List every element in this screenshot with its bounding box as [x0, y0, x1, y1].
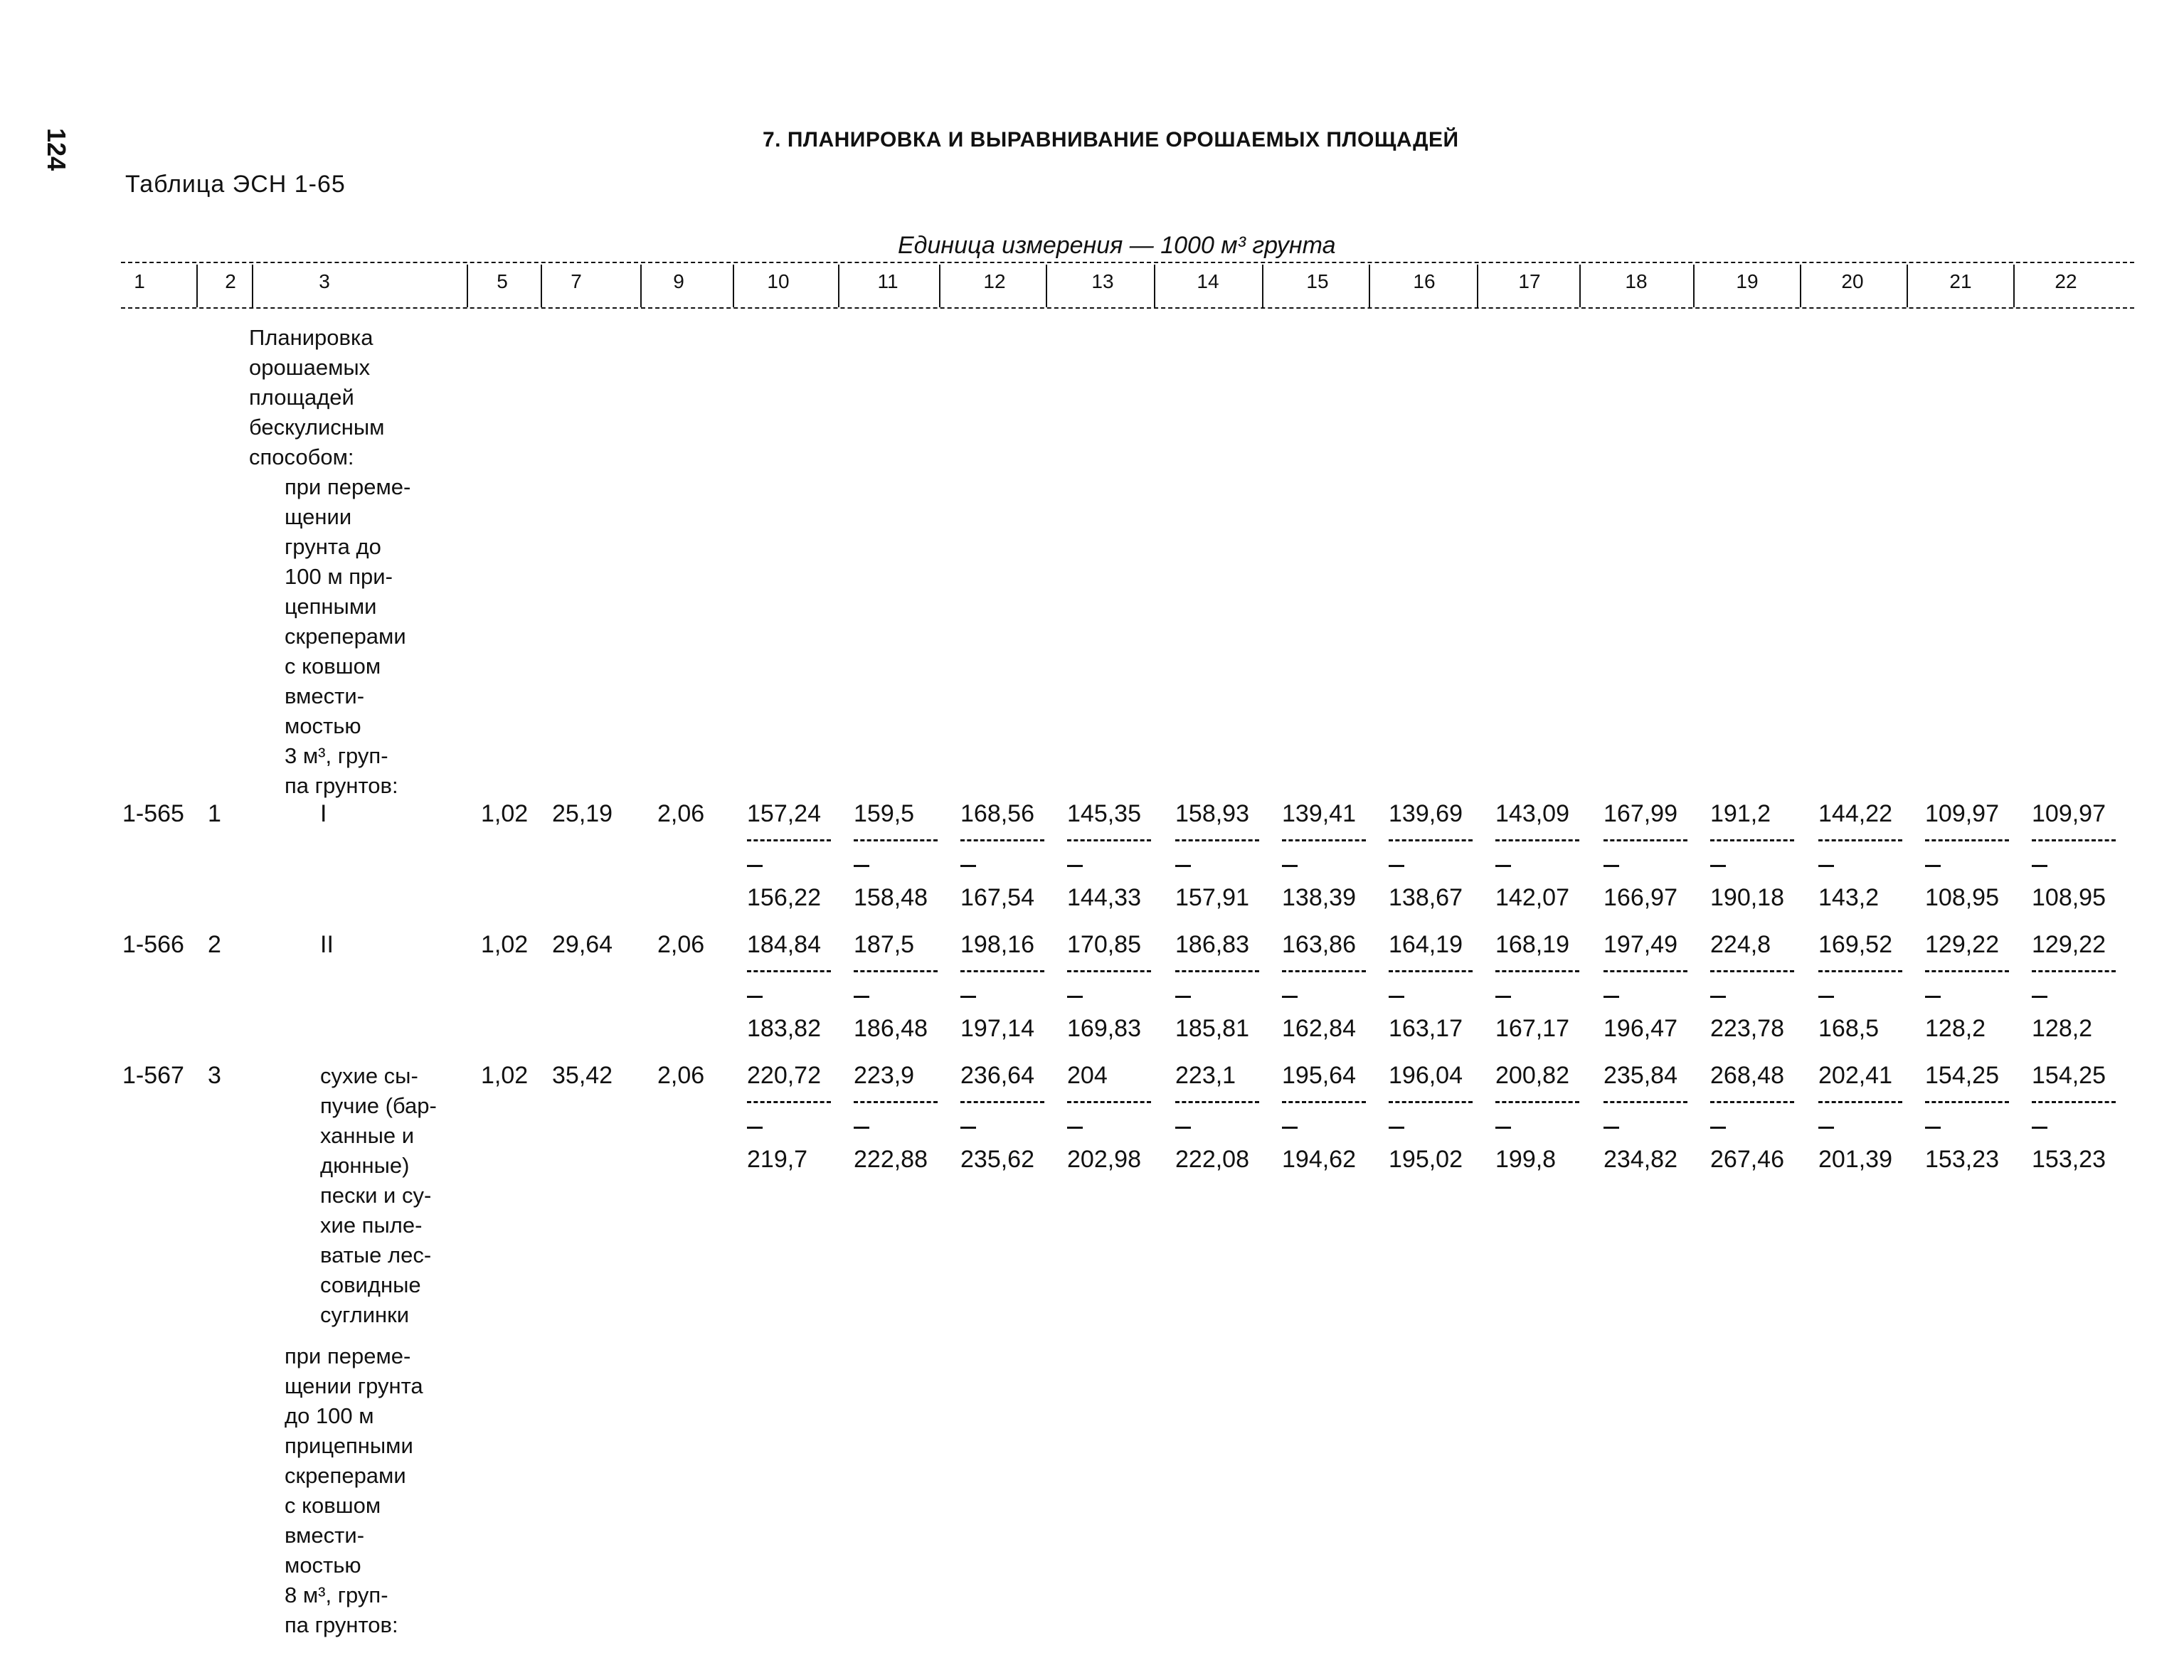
fraction-dash: [854, 865, 869, 867]
value-numerator: 184,84: [747, 931, 821, 958]
value-numerator: 170,85: [1067, 931, 1141, 958]
intro-description: Планировка орошаемых площадей бескулисным способом:: [249, 325, 385, 469]
norm-code: 1-567: [122, 1062, 184, 1089]
column-header-18: 18: [1625, 270, 1648, 292]
column-separator: [1579, 265, 1581, 307]
fraction-dash: [960, 996, 976, 998]
value-denominator: 194,62: [1282, 1146, 1356, 1173]
value-numerator: 236,64: [960, 1062, 1034, 1089]
value-col-7: 35,42: [552, 1062, 613, 1089]
value-numerator: 223,9: [854, 1062, 915, 1089]
column-separator: [838, 265, 839, 307]
fraction-dash: [747, 1127, 763, 1129]
value-denominator: 169,83: [1067, 1015, 1141, 1042]
column-header-9: 9: [673, 270, 684, 292]
value-denominator: 222,88: [854, 1146, 928, 1173]
value-denominator: 235,62: [960, 1146, 1034, 1173]
fraction-line: [1389, 1101, 1473, 1103]
value-numerator: 186,83: [1175, 931, 1249, 958]
fraction-line: [1710, 839, 1794, 841]
fraction-dash: [1818, 1127, 1834, 1129]
value-numerator: 154,25: [1925, 1062, 1999, 1089]
row-number: 3: [208, 1062, 221, 1089]
value-denominator: 108,95: [2032, 884, 2106, 911]
fraction-line: [960, 1101, 1044, 1103]
column-separator: [1800, 265, 1801, 307]
value-numerator: 129,22: [1925, 931, 1999, 958]
value-numerator: 169,52: [1818, 931, 1892, 958]
value-denominator: 199,8: [1495, 1146, 1557, 1173]
fraction-dash: [960, 865, 976, 867]
fraction-line: [1282, 970, 1366, 972]
fraction-line: [1925, 1101, 2009, 1103]
value-numerator: 157,24: [747, 800, 821, 827]
fraction-line: [1710, 970, 1794, 972]
column-separator: [939, 265, 940, 307]
column-separator: [467, 265, 468, 307]
fraction-dash: [747, 996, 763, 998]
sub-description-8m3: при переме- щении грунта до 100 м прицепными скреперами с ковшом вмести- мостью 8 м³, груп- па грунтов:: [285, 1344, 423, 1637]
value-denominator: 186,48: [854, 1015, 928, 1042]
fraction-dash: [1710, 1127, 1726, 1129]
value-col-9: 2,06: [657, 1062, 705, 1089]
value-numerator: 139,69: [1389, 800, 1463, 827]
soil-group: II: [320, 931, 334, 958]
header-bottom-rule: [121, 307, 2134, 309]
fraction-dash: [1495, 996, 1511, 998]
value-col-9: 2,06: [657, 800, 705, 827]
fraction-dash: [2032, 865, 2047, 867]
fraction-line: [1175, 839, 1259, 841]
column-header-11: 11: [877, 270, 898, 292]
fraction-dash: [1282, 865, 1298, 867]
fraction-dash: [1925, 865, 1941, 867]
value-denominator: 157,91: [1175, 884, 1249, 911]
column-separator: [1907, 265, 1908, 307]
value-denominator: 190,18: [1710, 884, 1784, 911]
column-separator: [2013, 265, 2015, 307]
value-denominator: 167,17: [1495, 1015, 1569, 1042]
fraction-line: [1603, 1101, 1687, 1103]
sub-description-3m3: при переме- щении грунта до 100 м при- цепными скреперами с ковшом вмести- мостью 3 м³, груп- па грунтов:: [285, 474, 411, 798]
fraction-line: [747, 970, 831, 972]
value-denominator: 219,7: [747, 1146, 808, 1173]
fraction-dash: [1175, 865, 1191, 867]
column-separator: [252, 265, 253, 307]
value-denominator: 153,23: [2032, 1146, 2106, 1173]
norm-code: 1-566: [122, 931, 184, 958]
column-separator: [541, 265, 542, 307]
value-col-5: 1,02: [481, 931, 529, 958]
value-denominator: 144,33: [1067, 884, 1141, 911]
value-numerator: 158,93: [1175, 800, 1249, 827]
column-header-21: 21: [1949, 270, 1972, 292]
column-header-15: 15: [1306, 270, 1329, 292]
fraction-dash: [1603, 865, 1619, 867]
fraction-line: [1389, 839, 1473, 841]
value-denominator: 158,48: [854, 884, 928, 911]
soil-group: сухие сы- пучие (бар- ханные и дюнные) пески и су- хие пыле- ватые лес- совидные суглинки: [320, 1063, 437, 1327]
fraction-line: [960, 839, 1044, 841]
value-numerator: 268,48: [1710, 1062, 1784, 1089]
fraction-dash: [1175, 996, 1191, 998]
unit-caption: Единица измерения — 1000 м³ грунта: [898, 232, 1336, 259]
column-header-10: 10: [767, 270, 790, 292]
fraction-dash: [1495, 865, 1511, 867]
fraction-dash: [1818, 865, 1834, 867]
value-numerator: 204: [1067, 1062, 1108, 1089]
fraction-line: [854, 839, 938, 841]
value-denominator: 156,22: [747, 884, 821, 911]
value-denominator: 234,82: [1603, 1146, 1677, 1173]
fraction-dash: [1389, 996, 1404, 998]
fraction-line: [1818, 970, 1902, 972]
value-numerator: 139,41: [1282, 800, 1356, 827]
value-denominator: 128,2: [2032, 1015, 2093, 1042]
value-col-7: 29,64: [552, 931, 613, 958]
value-denominator: 222,08: [1175, 1146, 1249, 1173]
fraction-line: [854, 970, 938, 972]
value-numerator: 224,8: [1710, 931, 1771, 958]
fraction-dash: [1710, 865, 1726, 867]
value-denominator: 202,98: [1067, 1146, 1141, 1173]
fraction-dash: [1282, 1127, 1298, 1129]
value-numerator: 196,04: [1389, 1062, 1463, 1089]
value-denominator: 196,47: [1603, 1015, 1677, 1042]
value-col-9: 2,06: [657, 931, 705, 958]
column-separator: [1154, 265, 1155, 307]
fraction-dash: [854, 1127, 869, 1129]
fraction-line: [747, 1101, 831, 1103]
column-header-12: 12: [983, 270, 1006, 292]
value-denominator: 138,39: [1282, 884, 1356, 911]
fraction-dash: [1389, 1127, 1404, 1129]
value-denominator: 223,78: [1710, 1015, 1784, 1042]
value-denominator: 166,97: [1603, 884, 1677, 911]
value-denominator: 167,54: [960, 884, 1034, 911]
fraction-line: [1603, 970, 1687, 972]
value-denominator: 195,02: [1389, 1146, 1463, 1173]
value-numerator: 143,09: [1495, 800, 1569, 827]
fraction-line: [1925, 970, 2009, 972]
fraction-line: [747, 839, 831, 841]
value-denominator: 201,39: [1818, 1146, 1892, 1173]
fraction-dash: [1282, 996, 1298, 998]
header-top-rule: [121, 262, 2134, 263]
column-separator: [1262, 265, 1263, 307]
value-numerator: 159,5: [854, 800, 915, 827]
value-numerator: 191,2: [1710, 800, 1771, 827]
fraction-line: [1067, 839, 1151, 841]
fraction-dash: [2032, 1127, 2047, 1129]
fraction-dash: [1603, 1127, 1619, 1129]
soil-group: I: [320, 800, 327, 827]
column-header-2: 2: [225, 270, 236, 292]
value-denominator: 162,84: [1282, 1015, 1356, 1042]
fraction-dash: [1925, 996, 1941, 998]
fraction-dash: [1389, 865, 1404, 867]
value-numerator: 197,49: [1603, 931, 1677, 958]
value-col-5: 1,02: [481, 1062, 529, 1089]
value-numerator: 223,1: [1175, 1062, 1236, 1089]
fraction-dash: [1603, 996, 1619, 998]
value-numerator: 144,22: [1818, 800, 1892, 827]
column-header-7: 7: [571, 270, 582, 292]
fraction-line: [1495, 839, 1579, 841]
value-numerator: 198,16: [960, 931, 1034, 958]
fraction-line: [1818, 1101, 1902, 1103]
value-denominator: 142,07: [1495, 884, 1569, 911]
value-denominator: 197,14: [960, 1015, 1034, 1042]
column-header-16: 16: [1413, 270, 1436, 292]
value-numerator: 200,82: [1495, 1062, 1569, 1089]
fraction-line: [2032, 839, 2116, 841]
fraction-dash: [1175, 1127, 1191, 1129]
norm-code: 1-565: [122, 800, 184, 827]
value-col-5: 1,02: [481, 800, 529, 827]
column-header-13: 13: [1091, 270, 1114, 292]
value-numerator: 220,72: [747, 1062, 821, 1089]
value-numerator: 164,19: [1389, 931, 1463, 958]
value-denominator: 128,2: [1925, 1015, 1986, 1042]
fraction-line: [854, 1101, 938, 1103]
column-separator: [196, 265, 198, 307]
fraction-line: [1282, 1101, 1366, 1103]
fraction-line: [960, 970, 1044, 972]
fraction-dash: [1067, 996, 1083, 998]
fraction-dash: [1818, 996, 1834, 998]
value-numerator: 145,35: [1067, 800, 1141, 827]
fraction-line: [1925, 839, 2009, 841]
value-denominator: 183,82: [747, 1015, 821, 1042]
value-numerator: 168,19: [1495, 931, 1569, 958]
fraction-line: [1175, 1101, 1259, 1103]
value-denominator: 163,17: [1389, 1015, 1463, 1042]
fraction-dash: [1925, 1127, 1941, 1129]
value-numerator: 235,84: [1603, 1062, 1677, 1089]
section-title: 7. ПЛАНИРОВКА И ВЫРАВНИВАНИЕ ОРОШАЕМЫХ ПЛОЩАДЕЙ: [763, 128, 1459, 151]
fraction-line: [1067, 970, 1151, 972]
column-header-14: 14: [1197, 270, 1219, 292]
fraction-dash: [1710, 996, 1726, 998]
fraction-dash: [854, 996, 869, 998]
fraction-line: [1067, 1101, 1151, 1103]
value-numerator: 187,5: [854, 931, 915, 958]
fraction-dash: [1495, 1127, 1511, 1129]
table-title: Таблица ЭСН 1-65: [125, 171, 346, 198]
value-numerator: 129,22: [2032, 931, 2106, 958]
fraction-line: [2032, 970, 2116, 972]
value-numerator: 109,97: [1925, 800, 1999, 827]
fraction-dash: [747, 865, 763, 867]
value-numerator: 109,97: [2032, 800, 2106, 827]
column-header-1: 1: [134, 270, 145, 292]
page-number: 124: [42, 128, 71, 171]
value-denominator: 153,23: [1925, 1146, 1999, 1173]
fraction-line: [1603, 839, 1687, 841]
fraction-dash: [1067, 1127, 1083, 1129]
column-header-17: 17: [1518, 270, 1541, 292]
column-separator: [1046, 265, 1047, 307]
value-denominator: 168,5: [1818, 1015, 1880, 1042]
fraction-dash: [2032, 996, 2047, 998]
fraction-dash: [1067, 865, 1083, 867]
column-header-22: 22: [2055, 270, 2077, 292]
value-denominator: 267,46: [1710, 1146, 1784, 1173]
value-numerator: 154,25: [2032, 1062, 2106, 1089]
row-number: 1: [208, 800, 221, 827]
fraction-line: [1710, 1101, 1794, 1103]
column-separator: [1477, 265, 1478, 307]
value-denominator: 138,67: [1389, 884, 1463, 911]
fraction-line: [1818, 839, 1902, 841]
row-number: 2: [208, 931, 221, 958]
fraction-line: [1495, 1101, 1579, 1103]
fraction-line: [1175, 970, 1259, 972]
column-separator: [640, 265, 642, 307]
value-numerator: 168,56: [960, 800, 1034, 827]
fraction-line: [2032, 1101, 2116, 1103]
column-header-5: 5: [497, 270, 508, 292]
fraction-dash: [960, 1127, 976, 1129]
fraction-line: [1282, 839, 1366, 841]
value-numerator: 195,64: [1282, 1062, 1356, 1089]
value-denominator: 108,95: [1925, 884, 1999, 911]
column-header-3: 3: [319, 270, 330, 292]
value-denominator: 185,81: [1175, 1015, 1249, 1042]
column-header-19: 19: [1736, 270, 1759, 292]
value-denominator: 143,2: [1818, 884, 1880, 911]
column-separator: [733, 265, 734, 307]
fraction-line: [1389, 970, 1473, 972]
value-col-7: 25,19: [552, 800, 613, 827]
value-numerator: 163,86: [1282, 931, 1356, 958]
fraction-line: [1495, 970, 1579, 972]
value-numerator: 167,99: [1603, 800, 1677, 827]
column-separator: [1693, 265, 1695, 307]
value-numerator: 202,41: [1818, 1062, 1892, 1089]
column-separator: [1369, 265, 1370, 307]
column-header-20: 20: [1841, 270, 1864, 292]
